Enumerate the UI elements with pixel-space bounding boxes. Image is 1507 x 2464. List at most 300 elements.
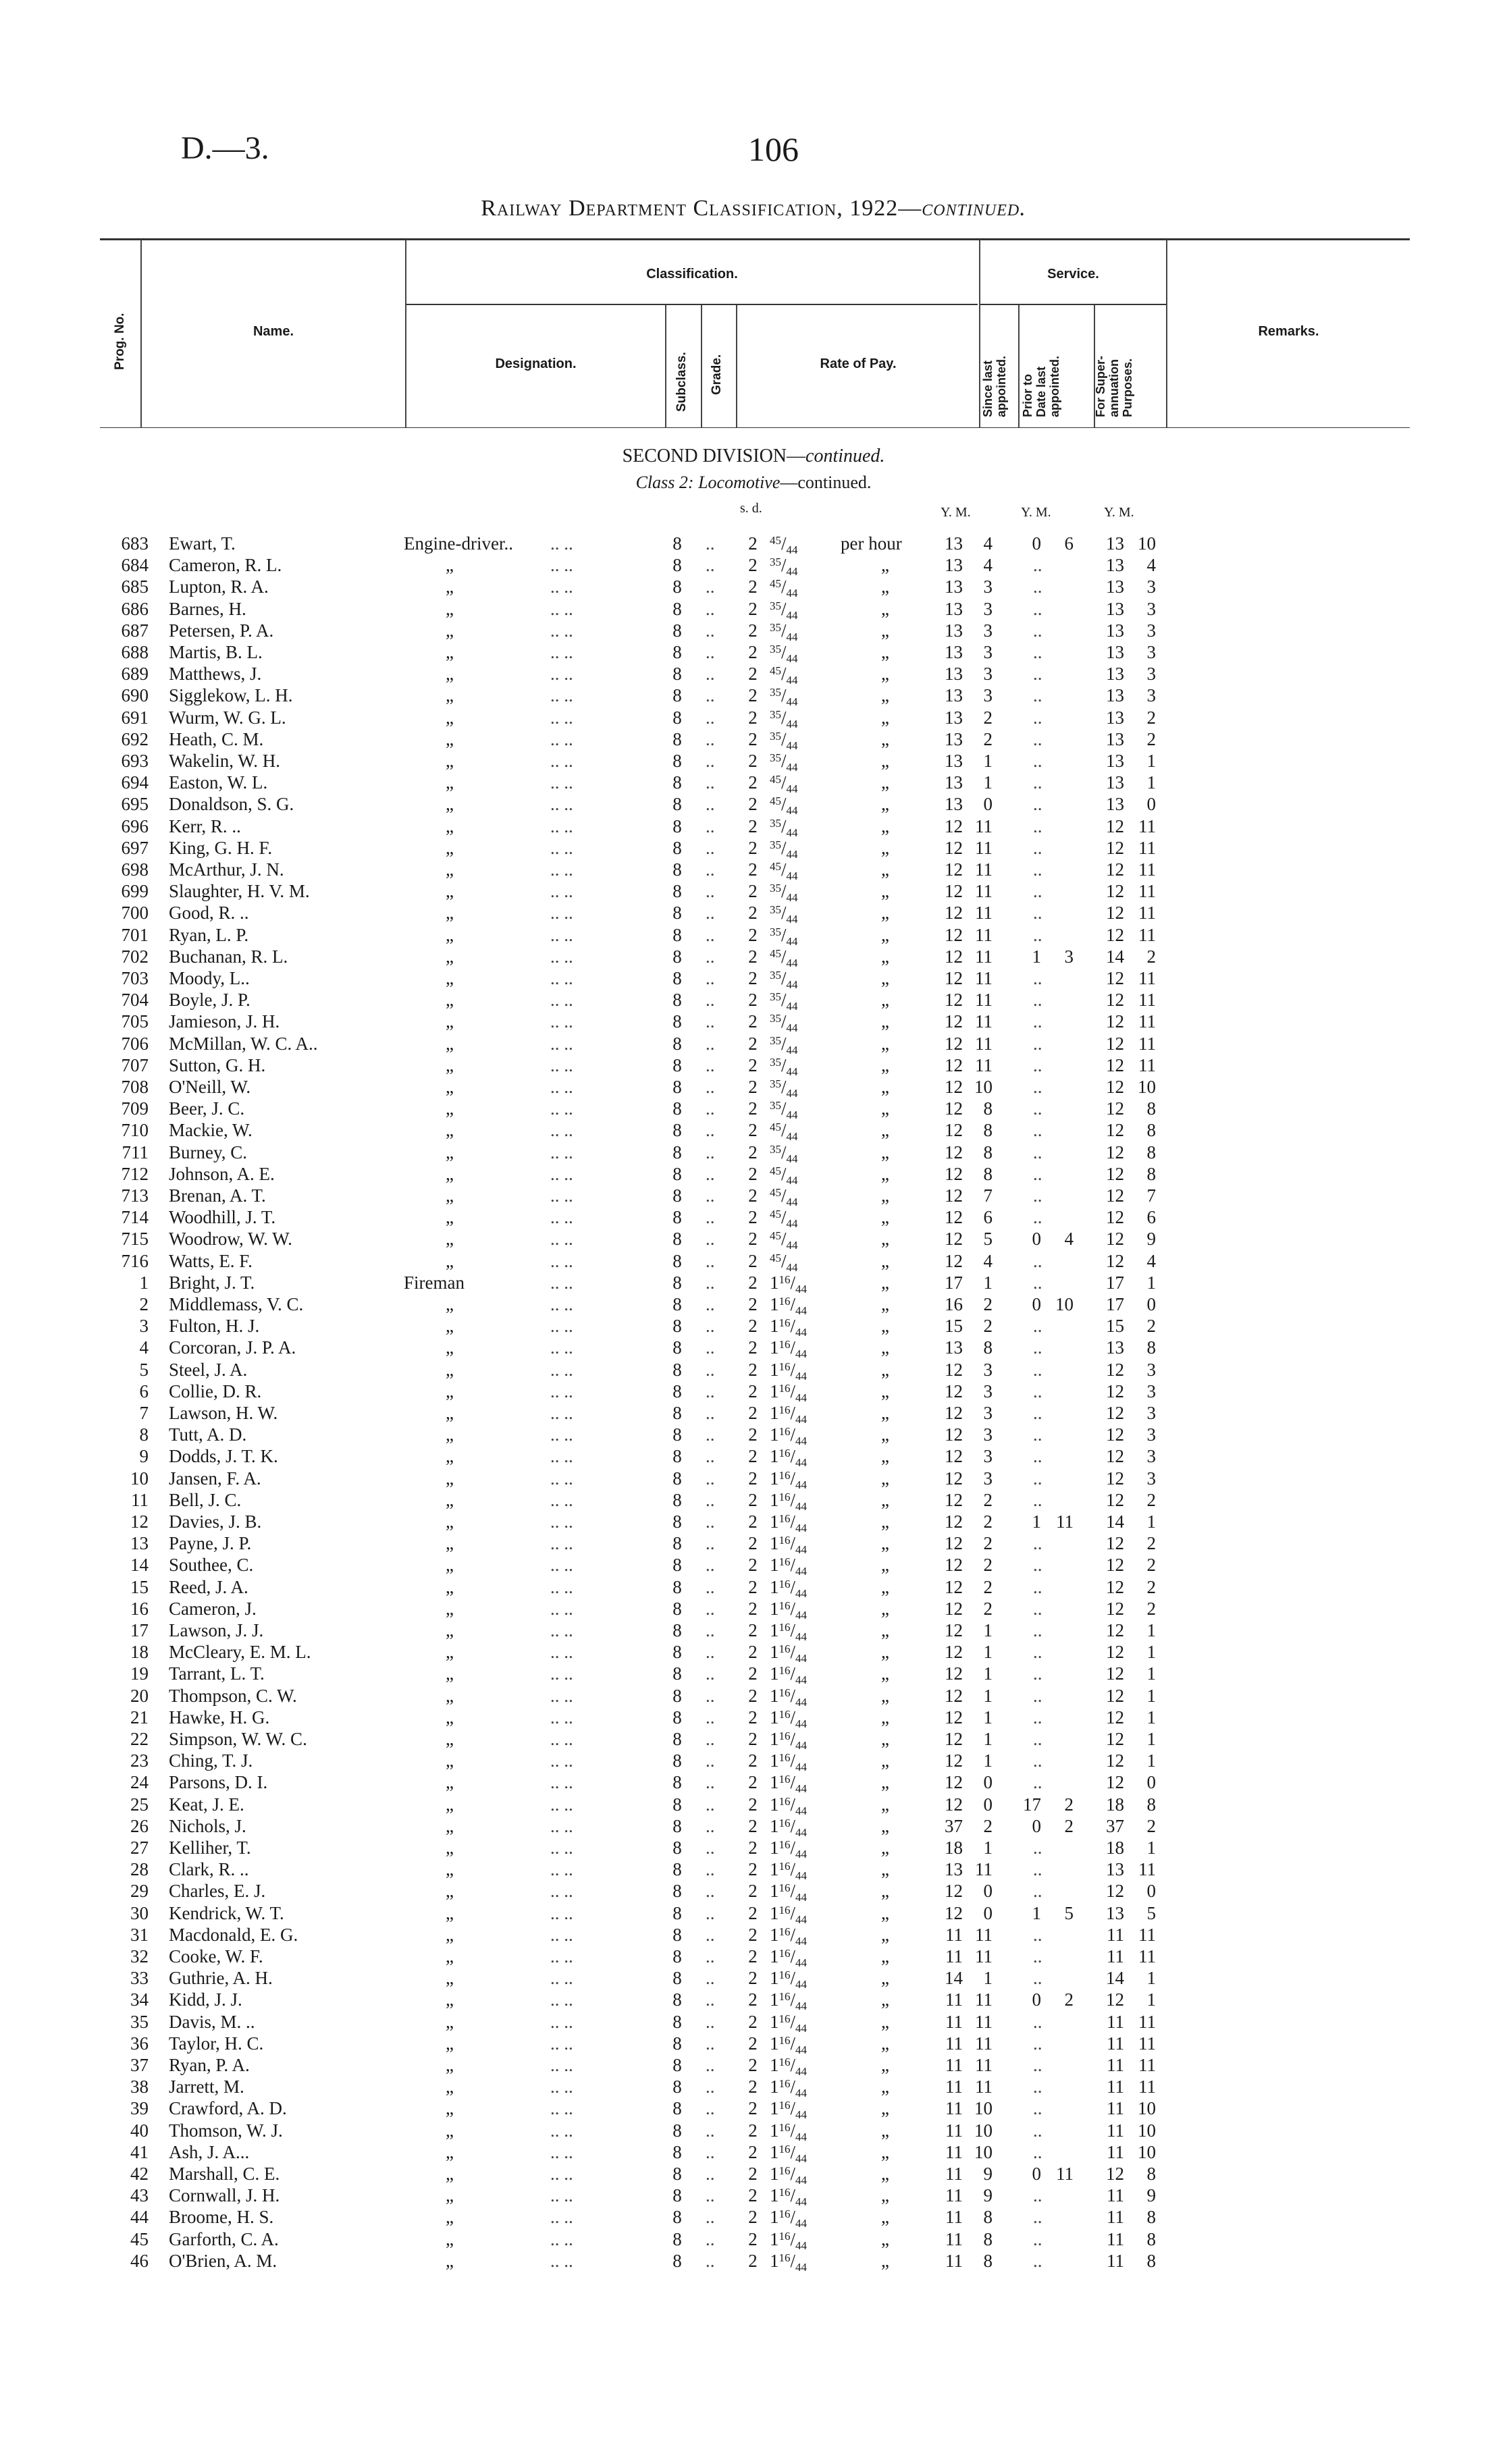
subclass: 8 (672, 946, 682, 967)
rate-pence: $^{45}/_{44}$ (770, 946, 798, 969)
rate-unit: „ (881, 1359, 889, 1380)
row-leader-dots: .. .. (550, 685, 573, 706)
since-years: 12 (945, 1881, 963, 1902)
rate-numerator: 35 (770, 838, 781, 851)
row-leader-dots: .. .. (550, 1424, 573, 1445)
rate-pence: $1^{16}/_{44}$ (770, 1794, 808, 1817)
rate-numerator: 35 (770, 686, 781, 699)
employee-name: Taylor, H. C. (169, 2033, 264, 2054)
since-years: 11 (945, 2207, 963, 2228)
since-months: 1 (983, 772, 993, 793)
rate-unit: „ (881, 881, 889, 902)
super-months: 1 (1146, 1642, 1156, 1663)
subclass: 8 (672, 1120, 682, 1141)
row-leader-dots: .. (706, 1533, 715, 1554)
since-years: 11 (945, 2077, 963, 2097)
rate-pence: $1^{16}/_{44}$ (770, 2011, 808, 2035)
employee-name: Easton, W. L. (169, 772, 268, 793)
since-months: 10 (974, 1077, 993, 1097)
grade: 2 (748, 1838, 758, 1858)
since-years: 11 (945, 2228, 963, 2249)
since-years: 12 (945, 1620, 963, 1640)
since-years: 11 (945, 2120, 963, 2141)
rate-denominator: 44 (786, 978, 798, 991)
designation: „ (446, 1838, 454, 1858)
employee-name: Parsons, D. I. (169, 1772, 268, 1793)
subclass: 8 (672, 1620, 682, 1640)
grade: 2 (748, 555, 758, 576)
subclass: 8 (672, 1142, 682, 1162)
row-leader-dots: .. (706, 1620, 715, 1640)
rate-unit: „ (881, 2228, 889, 2249)
rate-pence: $^{35}/_{44}$ (770, 968, 798, 991)
table-row (0, 1360, 1507, 1381)
row-leader-dots: .. (706, 2055, 715, 2075)
super-months: 11 (1138, 990, 1156, 1011)
rate-denominator: 44 (795, 2130, 808, 2143)
super-months: 10 (1138, 2098, 1156, 2119)
prog-no: 27 (130, 1838, 149, 1858)
super-years: 11 (1107, 2120, 1124, 2141)
rate-pence: $^{35}/_{44}$ (770, 751, 798, 774)
row-leader-dots: .. (706, 2098, 715, 2119)
rate-pence: $1^{16}/_{44}$ (770, 1576, 808, 1600)
rate-unit: „ (881, 1663, 889, 1684)
grade: 2 (748, 620, 758, 641)
row-leader-dots: .. (1033, 1685, 1042, 1706)
rate-unit: „ (881, 859, 889, 880)
prog-no: 17 (130, 1620, 149, 1640)
designation: „ (446, 794, 454, 815)
table-row (0, 1055, 1507, 1077)
employee-name: Kendrick, W. T. (169, 1902, 284, 1923)
prog-no: 46 (130, 2250, 149, 2271)
subclass: 8 (672, 2120, 682, 2141)
rate-unit: „ (881, 685, 889, 706)
rate-unit: „ (881, 1533, 889, 1554)
prog-no: 694 (121, 772, 149, 793)
row-leader-dots: .. .. (550, 990, 573, 1011)
row-leader-dots: .. (1033, 2033, 1042, 2054)
row-leader-dots: .. .. (550, 2141, 573, 2162)
designation: „ (446, 1077, 454, 1097)
rate-pence: $^{45}/_{44}$ (770, 664, 798, 687)
units-super: Y. M. (1104, 505, 1134, 520)
since-months: 3 (983, 1468, 993, 1489)
since-months: 1 (983, 1707, 993, 1728)
since-months: 0 (983, 1881, 993, 1902)
row-leader-dots: .. .. (550, 1620, 573, 1640)
row-leader-dots: .. (1033, 837, 1042, 858)
designation: „ (446, 1250, 454, 1271)
row-leader-dots: .. (1033, 2011, 1042, 2032)
grade: 2 (748, 1707, 758, 1728)
rate-numerator: 16 (778, 1773, 791, 1786)
super-years: 11 (1107, 2141, 1124, 2162)
rate-numerator: 16 (778, 1512, 791, 1525)
since-months: 3 (983, 1403, 993, 1423)
employee-name: Crawford, A. D. (169, 2098, 287, 2119)
rate-pence: $1^{16}/_{44}$ (770, 1555, 808, 1578)
subclass: 8 (672, 2141, 682, 2162)
rate-pence: $^{45}/_{44}$ (770, 859, 798, 882)
grade: 2 (748, 533, 758, 554)
subclass: 8 (672, 1772, 682, 1793)
rate-numerator: 16 (778, 1447, 791, 1460)
rate-pence: $^{45}/_{44}$ (770, 1207, 798, 1231)
table-row (0, 968, 1507, 990)
super-months: 11 (1138, 1011, 1156, 1032)
row-leader-dots: .. (1033, 772, 1042, 793)
row-leader-dots: .. .. (550, 1033, 573, 1054)
row-leader-dots: .. .. (550, 1968, 573, 1989)
since-years: 12 (945, 1555, 963, 1576)
rate-numerator: 16 (778, 1381, 791, 1395)
rate-pence: $^{45}/_{44}$ (770, 1229, 798, 1252)
rate-unit: „ (881, 794, 889, 815)
employee-name: Lupton, R. A. (169, 577, 269, 597)
header-classification: Classification. (646, 267, 738, 282)
super-years: 11 (1107, 2055, 1124, 2075)
super-years: 11 (1107, 1924, 1124, 1945)
subclass: 8 (672, 1685, 682, 1706)
rate-unit: „ (881, 1838, 889, 1858)
designation: „ (446, 1881, 454, 1902)
row-leader-dots: .. .. (550, 751, 573, 771)
rate-denominator: 44 (795, 1282, 808, 1295)
since-months: 2 (983, 707, 993, 728)
grade: 2 (748, 1424, 758, 1445)
designation: „ (446, 1359, 454, 1380)
rate-pence: $^{35}/_{44}$ (770, 924, 798, 948)
grade: 2 (748, 1663, 758, 1684)
row-leader-dots: .. .. (550, 2207, 573, 2228)
subclass: 8 (672, 1424, 682, 1445)
table-row (0, 1098, 1507, 1120)
since-months: 2 (983, 1598, 993, 1619)
row-leader-dots: .. (1033, 1576, 1042, 1597)
row-leader-dots: .. (706, 1968, 715, 1989)
rate-numerator: 16 (778, 1947, 791, 1960)
grade: 2 (748, 1576, 758, 1597)
designation: „ (446, 1576, 454, 1597)
grade: 2 (748, 1403, 758, 1423)
rate-unit: „ (881, 1207, 889, 1228)
row-leader-dots: .. (1033, 1620, 1042, 1640)
rate-denominator: 44 (786, 630, 798, 643)
designation: „ (446, 1924, 454, 1945)
super-months: 1 (1146, 1272, 1156, 1293)
rate-numerator: 16 (778, 1903, 791, 1917)
row-leader-dots: .. (1033, 1729, 1042, 1749)
row-leader-dots: .. (1033, 1250, 1042, 1271)
prog-no: 695 (121, 794, 149, 815)
subclass: 8 (672, 2250, 682, 2271)
grade: 2 (748, 664, 758, 685)
employee-name: Lawson, H. W. (169, 1403, 278, 1423)
row-leader-dots: .. .. (550, 2033, 573, 2054)
rate-pence: $^{35}/_{44}$ (770, 728, 798, 752)
row-leader-dots: .. (706, 1250, 715, 1271)
grade: 2 (748, 1185, 758, 1206)
table-row (0, 772, 1507, 794)
since-years: 18 (945, 1838, 963, 1858)
since-years: 12 (945, 1098, 963, 1119)
table-row (0, 2142, 1507, 2164)
row-leader-dots: .. (706, 1207, 715, 1228)
rate-numerator: 16 (778, 1730, 791, 1742)
super-months: 11 (1138, 924, 1156, 945)
row-leader-dots: .. (1033, 1207, 1042, 1228)
row-leader-dots: .. (706, 1555, 715, 1576)
employee-name: Ewart, T. (169, 533, 236, 554)
subclass: 8 (672, 968, 682, 988)
employee-name: Lawson, J. J. (169, 1620, 264, 1640)
rate-unit: „ (881, 1468, 889, 1489)
super-months: 0 (1146, 794, 1156, 815)
rate-unit: „ (881, 1859, 889, 1880)
rate-unit: „ (881, 968, 889, 988)
since-years: 13 (945, 1859, 963, 1880)
grade: 2 (748, 968, 758, 988)
rate-numerator: 16 (778, 2012, 791, 2025)
rate-denominator: 44 (795, 1608, 808, 1622)
employee-name: Dodds, J. T. K. (169, 1446, 278, 1467)
table-row (0, 729, 1507, 751)
super-years: 12 (1106, 1424, 1124, 1445)
super-months: 10 (1138, 2141, 1156, 2162)
rate-pence: $1^{16}/_{44}$ (770, 1859, 808, 1883)
row-leader-dots: .. (706, 1489, 715, 1510)
table-row (0, 555, 1507, 577)
rate-denominator: 44 (795, 1630, 808, 1643)
rate-denominator: 44 (786, 543, 798, 556)
prog-no: 14 (130, 1555, 149, 1576)
prior-months: 3 (1064, 946, 1074, 967)
super-months: 2 (1146, 1555, 1156, 1576)
grade: 2 (748, 1859, 758, 1880)
super-years: 12 (1106, 1685, 1124, 1706)
subclass: 8 (672, 2185, 682, 2206)
row-leader-dots: .. .. (550, 1185, 573, 1206)
rate-pence: $1^{16}/_{44}$ (770, 2207, 808, 2230)
row-leader-dots: .. (706, 685, 715, 706)
row-leader-dots: .. (1033, 859, 1042, 880)
subclass: 8 (672, 1533, 682, 1554)
rate-denominator: 44 (786, 1260, 798, 1274)
rate-unit: „ (881, 772, 889, 793)
super-months: 3 (1146, 642, 1156, 662)
rate-numerator: 45 (770, 1208, 781, 1221)
rate-denominator: 44 (786, 1087, 798, 1100)
rate-unit: „ (881, 1011, 889, 1032)
row-leader-dots: .. (1033, 620, 1042, 641)
designation: „ (446, 1989, 454, 2010)
rate-numerator: 16 (778, 2164, 791, 2177)
rate-denominator: 44 (795, 1717, 808, 1730)
prog-no: 715 (121, 1229, 149, 1250)
rate-pence: $1^{16}/_{44}$ (770, 2185, 808, 2209)
table-row (0, 1446, 1507, 1468)
row-leader-dots: .. .. (550, 1794, 573, 1815)
rate-numerator: 16 (778, 1338, 791, 1351)
rate-numerator: 16 (778, 2077, 791, 2091)
row-leader-dots: .. (706, 751, 715, 771)
designation: „ (446, 1011, 454, 1032)
designation: „ (446, 1163, 454, 1184)
row-leader-dots: .. .. (550, 1902, 573, 1923)
row-leader-dots: .. .. (550, 1077, 573, 1097)
rate-unit: „ (881, 1098, 889, 1119)
employee-name: Barnes, H. (169, 598, 246, 619)
prog-no: 703 (121, 968, 149, 988)
super-months: 11 (1138, 2011, 1156, 2032)
rate-numerator: 35 (770, 925, 781, 938)
since-months: 1 (983, 1838, 993, 1858)
row-leader-dots: .. .. (550, 620, 573, 641)
rate-numerator: 35 (770, 1012, 781, 1025)
row-leader-dots: .. .. (550, 728, 573, 749)
rate-numerator: 16 (778, 1707, 791, 1721)
row-leader-dots: .. .. (550, 1381, 573, 1401)
rate-denominator: 44 (795, 2174, 808, 2187)
row-leader-dots: .. (1033, 1054, 1042, 1075)
since-months: 1 (983, 1750, 993, 1771)
rate-unit: „ (881, 1250, 889, 1271)
grade: 2 (748, 2164, 758, 2184)
rate-unit: „ (881, 1946, 889, 1966)
header-subclass: Subclass. (675, 352, 689, 412)
row-leader-dots: .. (1033, 1642, 1042, 1663)
rate-numerator: 16 (778, 2099, 791, 2112)
subclass: 8 (672, 881, 682, 902)
grade: 2 (748, 946, 758, 967)
super-years: 12 (1106, 1207, 1124, 1228)
employee-name: Guthrie, A. H. (169, 1968, 273, 1989)
rate-denominator: 44 (786, 674, 798, 687)
table-row (0, 1946, 1507, 1968)
rate-pence: $1^{16}/_{44}$ (770, 1881, 808, 1904)
grade: 2 (748, 1098, 758, 1119)
table-row (0, 1207, 1507, 1229)
row-leader-dots: .. (706, 859, 715, 880)
rate-pence: $1^{16}/_{44}$ (770, 2228, 808, 2252)
row-leader-dots: .. (706, 2228, 715, 2249)
rate-numerator: 35 (770, 816, 781, 830)
row-leader-dots: .. (706, 1838, 715, 1858)
since-years: 13 (945, 642, 963, 662)
super-years: 12 (1106, 1533, 1124, 1554)
super-years: 12 (1106, 1403, 1124, 1423)
grade: 2 (748, 1316, 758, 1337)
employee-name: Jarrett, M. (169, 2077, 244, 2097)
super-years: 12 (1106, 1359, 1124, 1380)
grade: 2 (748, 1272, 758, 1293)
since-years: 13 (945, 685, 963, 706)
rate-pence: $^{35}/_{44}$ (770, 990, 798, 1013)
super-years: 12 (1106, 1881, 1124, 1902)
since-years: 13 (945, 555, 963, 576)
row-leader-dots: .. (706, 815, 715, 836)
subclass: 8 (672, 1316, 682, 1337)
row-leader-dots: .. (1033, 664, 1042, 685)
row-leader-dots: .. (1033, 1011, 1042, 1032)
table-row (0, 1424, 1507, 1446)
prog-no: 697 (121, 837, 149, 858)
employee-name: O'Brien, A. M. (169, 2250, 277, 2271)
rate-numerator: 45 (770, 1186, 781, 1199)
rate-numerator: 16 (778, 2142, 791, 2155)
rate-denominator: 44 (795, 2021, 808, 2035)
employee-name: Broome, H. S. (169, 2207, 274, 2228)
table-row (0, 1273, 1507, 1294)
rate-pence: $1^{16}/_{44}$ (770, 2250, 808, 2274)
rate-pence: $^{35}/_{44}$ (770, 555, 798, 579)
grade: 2 (748, 642, 758, 662)
since-years: 13 (945, 533, 963, 554)
rate-pence: $1^{16}/_{44}$ (770, 1337, 808, 1361)
designation: „ (446, 1098, 454, 1119)
row-leader-dots: .. .. (550, 881, 573, 902)
subclass: 8 (672, 751, 682, 771)
row-leader-dots: .. (1033, 1750, 1042, 1771)
rate-denominator: 44 (795, 1565, 808, 1578)
rate-pence: $1^{16}/_{44}$ (770, 2055, 808, 2078)
rate-unit: „ (881, 2033, 889, 2054)
grade: 2 (748, 815, 758, 836)
grade: 2 (748, 2228, 758, 2249)
employee-name: Matthews, J. (169, 664, 262, 685)
super-months: 10 (1138, 2120, 1156, 2141)
row-leader-dots: .. (1033, 685, 1042, 706)
row-leader-dots: .. .. (550, 2250, 573, 2271)
subclass: 8 (672, 577, 682, 597)
super-months: 3 (1146, 620, 1156, 641)
employee-name: Jansen, F. A. (169, 1468, 261, 1489)
rate-denominator: 44 (786, 869, 798, 882)
header-top-rule (100, 238, 1410, 240)
table-row (0, 1294, 1507, 1316)
since-months: 3 (983, 598, 993, 619)
rate-denominator: 44 (786, 565, 798, 579)
employee-name: Ryan, P. A. (169, 2055, 250, 2075)
rate-pence: $^{35}/_{44}$ (770, 881, 798, 905)
rate-unit: „ (881, 751, 889, 771)
prog-no: 12 (130, 1511, 149, 1532)
rate-numerator: 16 (778, 2033, 791, 2047)
row-leader-dots: .. (706, 1272, 715, 1293)
row-leader-dots: .. (1033, 1968, 1042, 1989)
super-years: 18 (1106, 1794, 1124, 1815)
rate-numerator: 16 (778, 1316, 791, 1330)
rate-numerator: 16 (778, 1794, 791, 1808)
rate-numerator: 16 (778, 1360, 791, 1373)
row-leader-dots: .. (1033, 642, 1042, 662)
employee-name: Cornwall, J. H. (169, 2185, 280, 2206)
row-leader-dots: .. .. (550, 1272, 573, 1293)
super-months: 2 (1146, 1598, 1156, 1619)
prog-no: 23 (130, 1750, 149, 1771)
prog-no: 40 (130, 2120, 149, 2141)
row-leader-dots: .. (1033, 2228, 1042, 2249)
rate-denominator: 44 (795, 1304, 808, 1317)
employee-name: McMillan, W. C. A.. (169, 1033, 318, 1054)
designation: Engine-driver.. (404, 533, 513, 554)
since-months: 11 (975, 1989, 993, 2010)
super-months: 3 (1146, 1424, 1156, 1445)
employee-name: Middlemass, V. C. (169, 1294, 304, 1314)
subclass: 8 (672, 924, 682, 945)
